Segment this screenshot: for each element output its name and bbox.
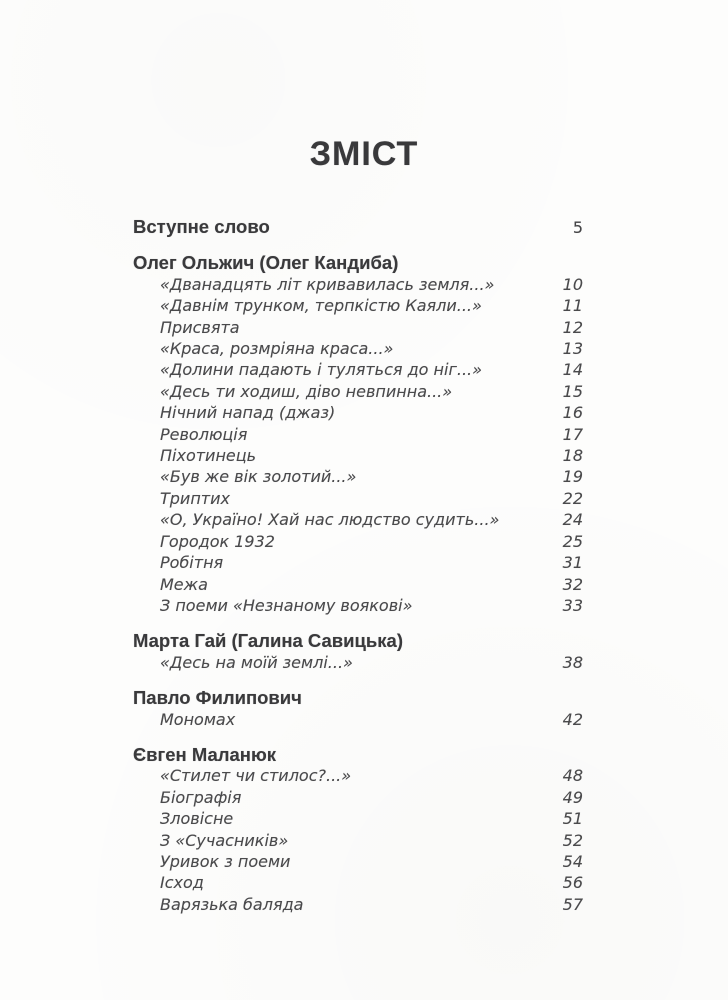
toc-entry xyxy=(133,509,583,530)
toc-section xyxy=(133,252,583,616)
section-heading: Марта Гай (Галина Савицька) xyxy=(133,630,404,652)
toc-entry xyxy=(133,338,583,359)
toc-section-heading-row xyxy=(133,630,583,651)
entry-title: Городок 1932 xyxy=(160,531,275,551)
entry-title: «Краса, розмріяна краса...» xyxy=(160,339,394,359)
page-title: ЗМІСТ xyxy=(309,135,419,173)
section-heading: Євген Маланюк xyxy=(133,743,277,765)
toc-entry xyxy=(133,274,583,295)
toc-entry xyxy=(133,317,583,338)
toc-entry xyxy=(133,709,583,730)
section-heading: Вступне слово xyxy=(133,216,270,237)
section-page-number: 5 xyxy=(572,218,583,237)
toc-entry xyxy=(133,359,583,380)
entry-page-number: 54 xyxy=(562,851,583,871)
table-of-contents xyxy=(0,216,728,915)
entry-page-number: 10 xyxy=(562,274,583,294)
toc-entry xyxy=(133,295,583,316)
entry-page-number: 13 xyxy=(562,339,583,359)
entry-title: Варязька баляда xyxy=(160,894,304,914)
entry-page-number: 51 xyxy=(562,809,583,829)
entry-page-number: 19 xyxy=(562,467,583,487)
toc-section-heading-row xyxy=(133,744,583,765)
entry-title: Мономах xyxy=(160,709,236,729)
toc-entry xyxy=(133,652,583,673)
entry-page-number: 18 xyxy=(562,446,583,466)
entry-title: Революція xyxy=(160,424,248,444)
entry-title: Уривок з поеми xyxy=(160,851,291,871)
toc-section xyxy=(133,744,583,915)
entry-title: «Давнім трунком, терпкістю Каяли...» xyxy=(160,296,482,316)
entry-page-number: 33 xyxy=(562,595,583,615)
toc-entry xyxy=(133,488,583,509)
entry-title: «Десь ти ходиш, діво невпинна...» xyxy=(160,381,453,401)
entry-page-number: 42 xyxy=(562,709,583,729)
toc-section xyxy=(133,630,583,673)
toc-entry xyxy=(133,552,583,573)
entry-page-number: 15 xyxy=(562,381,583,401)
entry-title: «Долини падають і туляться до ніг...» xyxy=(160,360,482,380)
entry-page-number: 38 xyxy=(562,652,583,672)
entry-page-number: 25 xyxy=(562,531,583,551)
toc-entry xyxy=(133,851,583,872)
entry-title: «Стилет чи стилос?...» xyxy=(160,766,352,786)
toc-entry xyxy=(133,424,583,445)
toc-entry xyxy=(133,765,583,786)
entry-page-number: 48 xyxy=(562,766,583,786)
entry-title: Межа xyxy=(160,574,208,594)
entry-page-number: 22 xyxy=(562,488,583,508)
entry-title: Біографія xyxy=(160,787,242,807)
toc-section xyxy=(133,216,583,238)
toc-entry xyxy=(133,531,583,552)
entry-page-number: 17 xyxy=(562,424,583,444)
entry-page-number: 11 xyxy=(562,296,583,316)
entry-page-number: 49 xyxy=(562,787,583,807)
entry-page-number: 12 xyxy=(562,317,583,337)
toc-entry xyxy=(133,402,583,423)
entry-title: «Дванадцять літ кривавилась земля...» xyxy=(160,274,495,294)
toc-entry xyxy=(133,595,583,616)
entry-title: З поеми «Незнаному воякові» xyxy=(160,595,413,615)
entry-page-number: 14 xyxy=(562,360,583,380)
toc-entry xyxy=(133,894,583,915)
toc-entry xyxy=(133,466,583,487)
entry-title: Робітня xyxy=(160,553,224,573)
toc-entry xyxy=(133,381,583,402)
entry-page-number: 24 xyxy=(562,510,583,530)
entry-title: «О, Україно! Хай нас людство судить...» xyxy=(160,510,500,530)
entry-title: Ісход xyxy=(160,873,204,893)
entry-title: «Був же вік золотий...» xyxy=(160,467,357,487)
entry-title: Піхотинець xyxy=(160,446,257,466)
toc-entry xyxy=(133,445,583,466)
toc-section-heading-row xyxy=(133,687,583,708)
entry-page-number: 32 xyxy=(562,574,583,594)
toc-entry xyxy=(133,574,583,595)
toc-section xyxy=(133,687,583,730)
entry-title: «Десь на моїй землі...» xyxy=(160,652,353,672)
entry-page-number: 56 xyxy=(562,873,583,893)
toc-section-heading-row xyxy=(133,252,583,273)
entry-page-number: 16 xyxy=(562,403,583,423)
section-heading: Олег Ольжич (Олег Кандиба) xyxy=(133,252,399,274)
toc-entry xyxy=(133,830,583,851)
entry-page-number: 52 xyxy=(562,830,583,850)
entry-title: Присвята xyxy=(160,317,240,337)
toc-entry xyxy=(133,872,583,893)
entry-title: З «Сучасників» xyxy=(160,830,289,850)
toc-entry xyxy=(133,808,583,829)
entry-page-number: 31 xyxy=(562,553,583,573)
section-heading: Павло Филипович xyxy=(133,687,302,709)
entry-title: Зловісне xyxy=(160,809,234,829)
entry-title: Нічний напад (джаз) xyxy=(160,403,336,423)
toc-section-heading-row xyxy=(133,216,583,238)
toc-entry xyxy=(133,787,583,808)
entry-page-number: 57 xyxy=(562,894,583,914)
entry-title: Триптих xyxy=(160,488,230,508)
